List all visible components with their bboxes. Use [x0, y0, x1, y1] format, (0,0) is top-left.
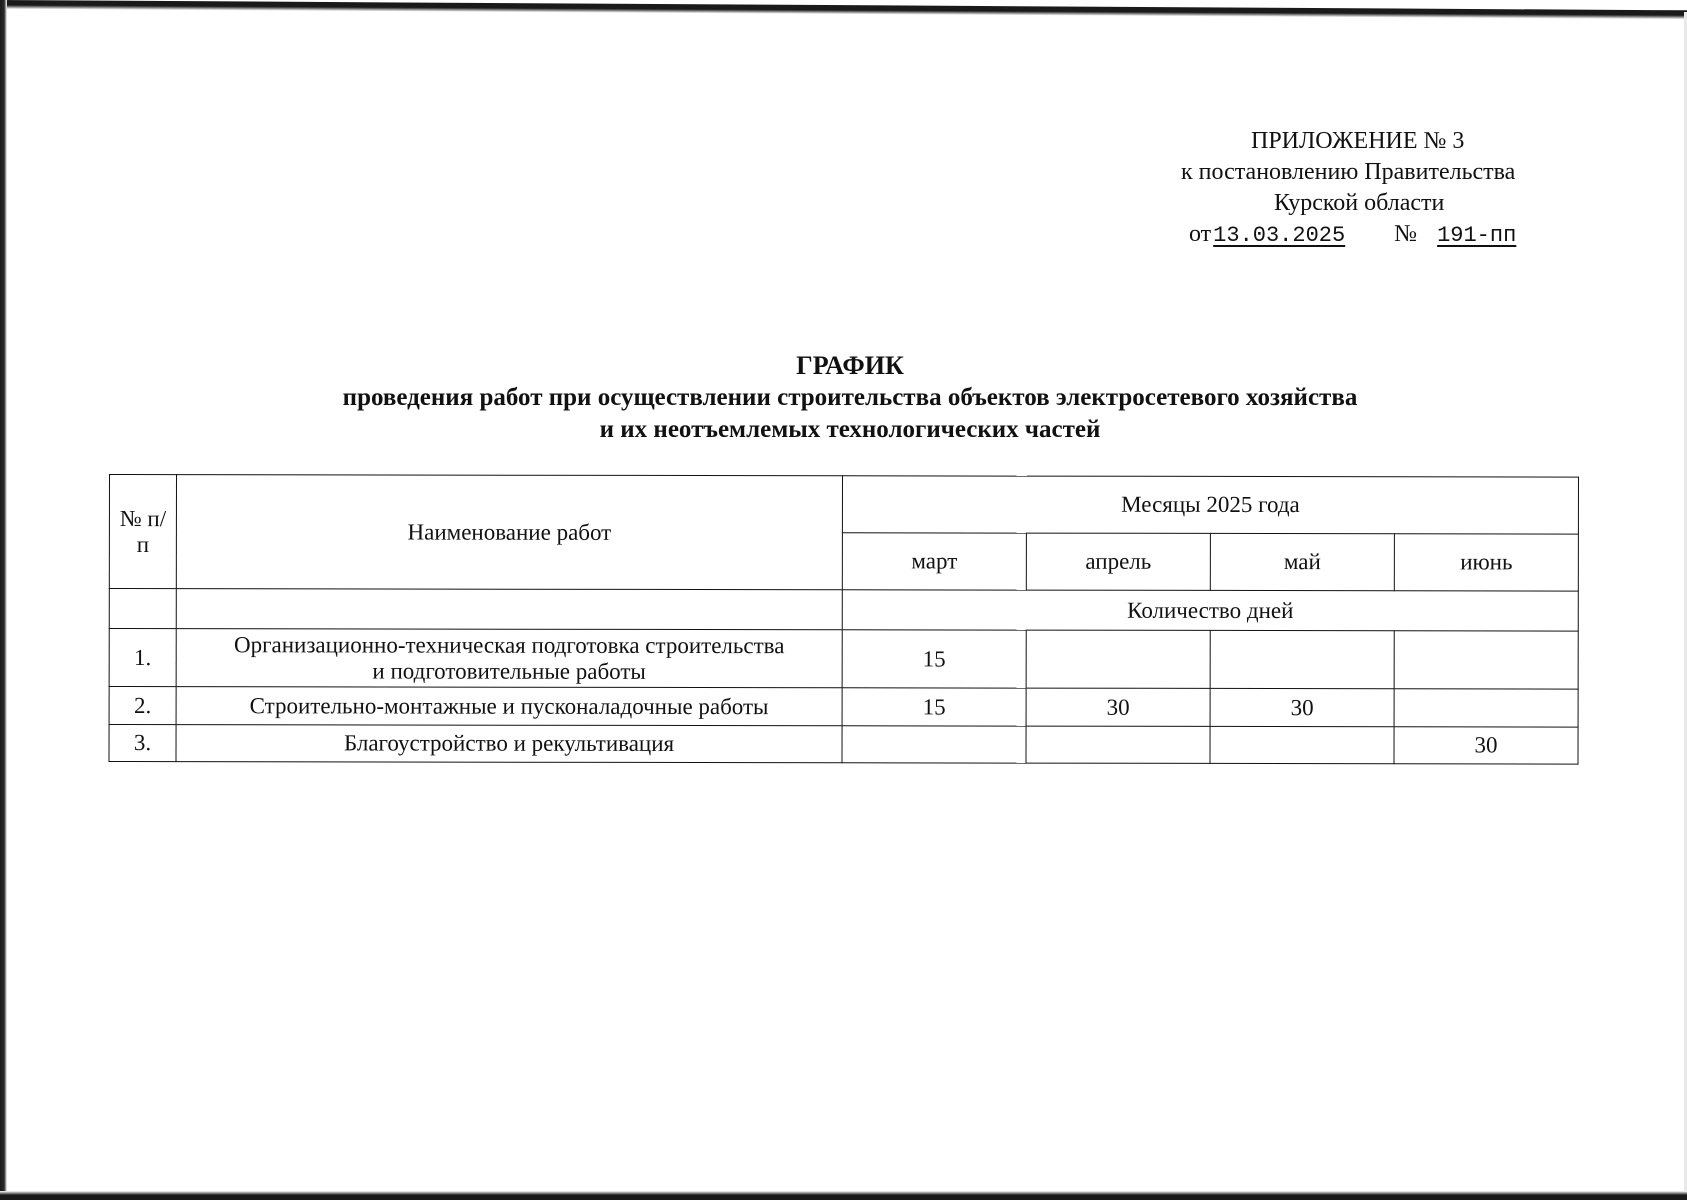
header-name: Наименование работ [176, 475, 842, 590]
number-label: № [1394, 221, 1418, 247]
schedule-table [108, 474, 1579, 765]
row-number: 3. [109, 725, 176, 762]
appendix-block [1160, 126, 1590, 251]
cell-may [1210, 726, 1394, 763]
cell-march: 15 [842, 688, 1026, 726]
header-month-april: апрель [1026, 533, 1210, 590]
cell-may: 30 [1210, 688, 1394, 726]
from-label: от [1189, 221, 1212, 247]
title-line-2: проведения работ при осуществлении строительства объектов электросетевого хозяйства [342, 384, 1358, 411]
appendix-date-number-line [1189, 219, 1590, 251]
table-row [109, 629, 1578, 690]
empty-cell [176, 589, 842, 630]
title-line-3: и их неотъемлемых технологических частей [599, 416, 1101, 443]
cell-april [1026, 726, 1210, 763]
header-number: № п/п [109, 475, 176, 589]
row-work-name: Благоустройство и рекультивация [176, 725, 842, 763]
cell-june [1394, 689, 1578, 727]
scan-edge-left [0, 0, 7, 1200]
cell-march: 15 [842, 630, 1026, 688]
appendix-region-line: Курской области [1274, 190, 1445, 216]
header-months-group: Месяцы 2025 года [842, 476, 1578, 534]
title-main: ГРАФИК [796, 351, 904, 380]
table-row [109, 725, 1578, 765]
table-row [109, 687, 1578, 728]
cell-june: 30 [1394, 727, 1578, 764]
header-month-june: июнь [1394, 534, 1578, 591]
appendix-title: ПРИЛОЖЕНИЕ № 3 [1251, 128, 1465, 154]
header-row-1 [109, 475, 1578, 535]
header-days: Количество дней [842, 590, 1578, 631]
header-month-may: май [1210, 533, 1394, 590]
resolution-number: 191-пп [1437, 223, 1517, 248]
row-work-name: Строительно-монтажные и пусконаладочные работы [176, 687, 842, 726]
scan-edge-bottom [0, 1191, 1687, 1200]
row-work-name [176, 629, 842, 688]
cell-june [1394, 631, 1578, 689]
header-row-3 [109, 589, 1578, 632]
cell-april [1026, 630, 1210, 688]
scan-edge-top [0, 0, 1687, 19]
header-month-march: март [842, 533, 1026, 590]
row-number: 1. [109, 629, 176, 687]
cell-may [1210, 630, 1394, 688]
cell-april: 30 [1026, 688, 1210, 726]
row-work-name-line-2: и подготовительные работы [372, 657, 646, 684]
row-number: 2. [109, 687, 176, 725]
cell-march [842, 726, 1026, 763]
appendix-resolution-line: к постановлению Правительства [1181, 159, 1516, 185]
empty-cell [109, 589, 176, 629]
document-title [150, 350, 1550, 446]
row-work-name-line-1: Организационно-техническая подготовка строительства [233, 631, 785, 658]
resolution-date: 13.03.2025 [1213, 223, 1346, 248]
